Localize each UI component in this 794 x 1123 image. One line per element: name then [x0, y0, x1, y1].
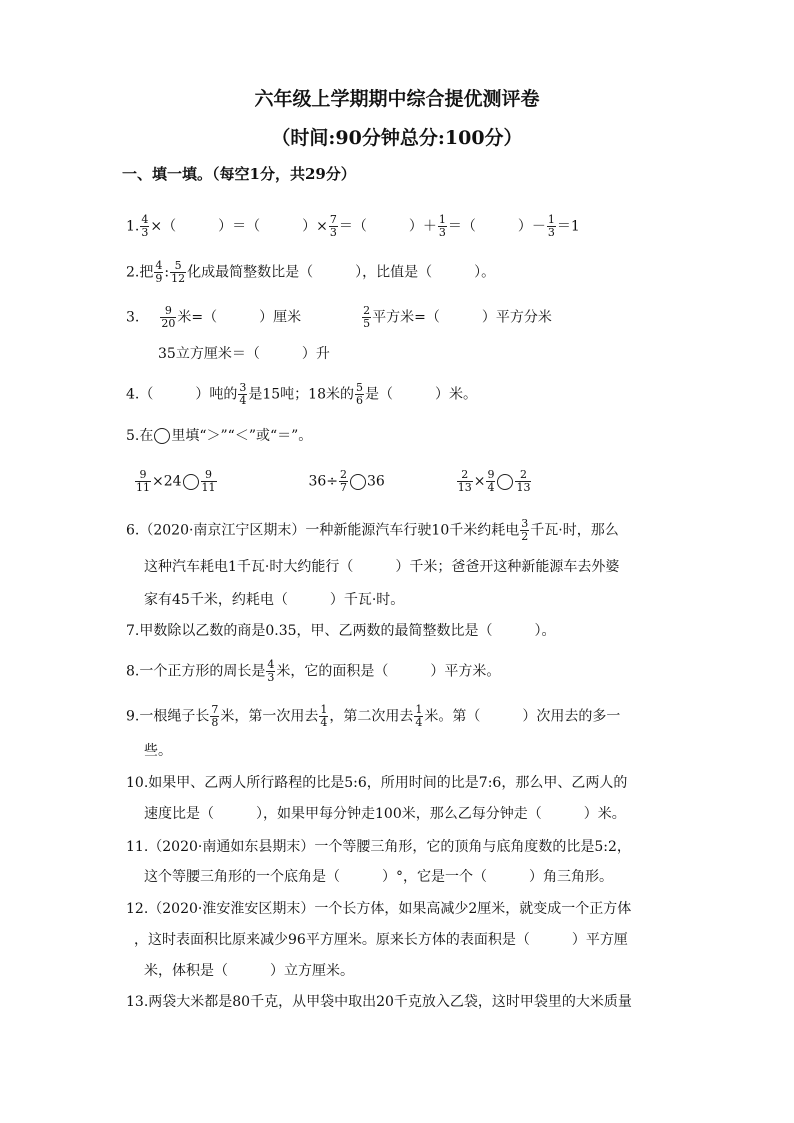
fraction: $\frac{2}{13}$ — [457, 468, 472, 494]
question-12-line-2: ，这时表面积比原来减少96平方厘米。原来长方体的表面积是（ ）平方厘 — [134, 932, 628, 948]
question-12: 12.（2020·淮安淮安区期末）一个长方体，如果高减少2厘米，就变成一个正方体 — [126, 901, 632, 917]
fraction: $\frac{9}{11}$ — [201, 468, 216, 494]
question-3-line-2: 35立方厘米＝（ ）升 — [158, 346, 330, 362]
fraction: $\frac{9}{4}$ — [487, 468, 495, 494]
fraction: $\frac{4}{3}$ — [141, 213, 149, 239]
question-1: 1. $\frac{4}{3}$ ×（ ）＝（ ）× $\frac{7}{3}$ ＝（ ）＋ $\frac{1}{3}$ ＝（ ）－ $\frac{1}{3}$ ＝1 — [126, 213, 580, 239]
fraction: $\frac{1}{3}$ — [438, 213, 446, 239]
question-11: 11.（2020·南通如东县期末）一个等腰三角形，它的顶角与底角度数的比是5:2， — [126, 839, 631, 855]
question-11-line-2: 这个等腰三角形的一个底角是（ ）°，它是一个（ ）角三角形。 — [144, 869, 613, 885]
fraction: $\frac{4}{3}$ — [267, 658, 275, 684]
question-4: 4.（ ）吨的 $\frac{3}{4}$ 是15吨；18米的 $\frac{5}{6}$ 是（ ）米。 — [126, 381, 477, 407]
question-9-line-2: 些。 — [144, 743, 172, 759]
compare-circle-blank[interactable] — [183, 474, 199, 490]
question-3: 3. $\frac{9}{20}$ 米=（ ）厘米 $\frac{2}{5}$ 平方米=（ ）平方分米 — [126, 304, 552, 330]
question-5: 5.在 里填“＞”“＜”或“＝”。 — [126, 428, 313, 444]
compare-circle-blank[interactable] — [497, 474, 513, 490]
question-8: 8.一个正方形的周长是 $\frac{4}{3}$ 米，它的面积是（ ）平方米。 — [126, 658, 501, 684]
exam-title: 六年级上学期期中综合提优测评卷 — [254, 88, 540, 110]
question-9: 9.一根绳子长 $\frac{7}{8}$ 米，第一次用去 $\frac{1}{4}$ ，第二次用去 $\frac{1}{4}$ 米。第（ ）次用去的多一 — [126, 703, 621, 729]
fraction: $\frac{5}{6}$ — [356, 381, 363, 407]
fraction: $\frac{5}{12}$ — [171, 259, 186, 285]
fraction: $\frac{7}{8}$ — [211, 703, 219, 729]
fraction: $\frac{1}{3}$ — [547, 213, 555, 239]
question-6-line-3: 家有45千米，约耗电（ ）千瓦·时。 — [144, 592, 405, 608]
fraction: $\frac{2}{13}$ — [516, 468, 531, 494]
fraction: $\frac{1}{4}$ — [415, 703, 423, 729]
question-13: 13.两袋大米都是80千克，从甲袋中取出20千克放入乙袋，这时甲袋里的大米质量 — [126, 994, 632, 1010]
fraction: $\frac{1}{4}$ — [320, 703, 328, 729]
compare-circle-blank[interactable] — [350, 474, 366, 490]
fraction: $\frac{3}{2}$ — [521, 517, 529, 543]
fraction: $\frac{2}{7}$ — [340, 468, 347, 494]
fraction: $\frac{9}{20}$ — [161, 304, 176, 330]
question-5-items: $\frac{9}{11}$ ×24 $\frac{9}{11}$ 36÷ $\frac{2}{7}$ 36 $\frac{2}{13}$ × $\frac{9}{4}$ $\frac{2}{13}$ — [136, 468, 531, 494]
question-2: 2.把 $\frac{4}{9}$ : $\frac{5}{12}$ 化成最简整数比是（ ），比值是（ ）。 — [126, 259, 496, 285]
question-10-line-2: 速度比是（ ），如果甲每分钟走100米，那么乙每分钟走（ ）米。 — [144, 806, 626, 822]
fraction: $\frac{9}{11}$ — [136, 468, 150, 494]
question-7: 7.甲数除以乙数的商是0.35，甲、乙两数的最简整数比是（ ）。 — [126, 623, 556, 639]
exam-subtitle: （时间:90分钟总分:100分） — [271, 127, 523, 149]
fraction: $\frac{2}{5}$ — [363, 304, 371, 330]
circle-icon — [154, 428, 170, 444]
question-12-line-3: 米，体积是（ ）立方厘米。 — [144, 963, 354, 979]
question-6: 6.（2020·南京江宁区期末）一种新能源汽车行驶10千米约耗电 $\frac{3}{2}$ 千瓦·时，那么 — [126, 517, 619, 543]
question-10: 10.如果甲、乙两人所行路程的比是5:6，所用时间的比是7:6，那么甲、乙两人的 — [126, 775, 628, 791]
fraction: $\frac{7}{3}$ — [329, 213, 337, 239]
section-heading: 一、填一填。（每空1分，共29分） — [122, 165, 356, 183]
fraction: $\frac{3}{4}$ — [239, 381, 247, 407]
fraction: $\frac{4}{9}$ — [155, 259, 163, 285]
question-6-line-2: 这种汽车耗电1千瓦·时大约能行（ ）千米；爸爸开这种新能源车去外婆 — [144, 559, 620, 575]
